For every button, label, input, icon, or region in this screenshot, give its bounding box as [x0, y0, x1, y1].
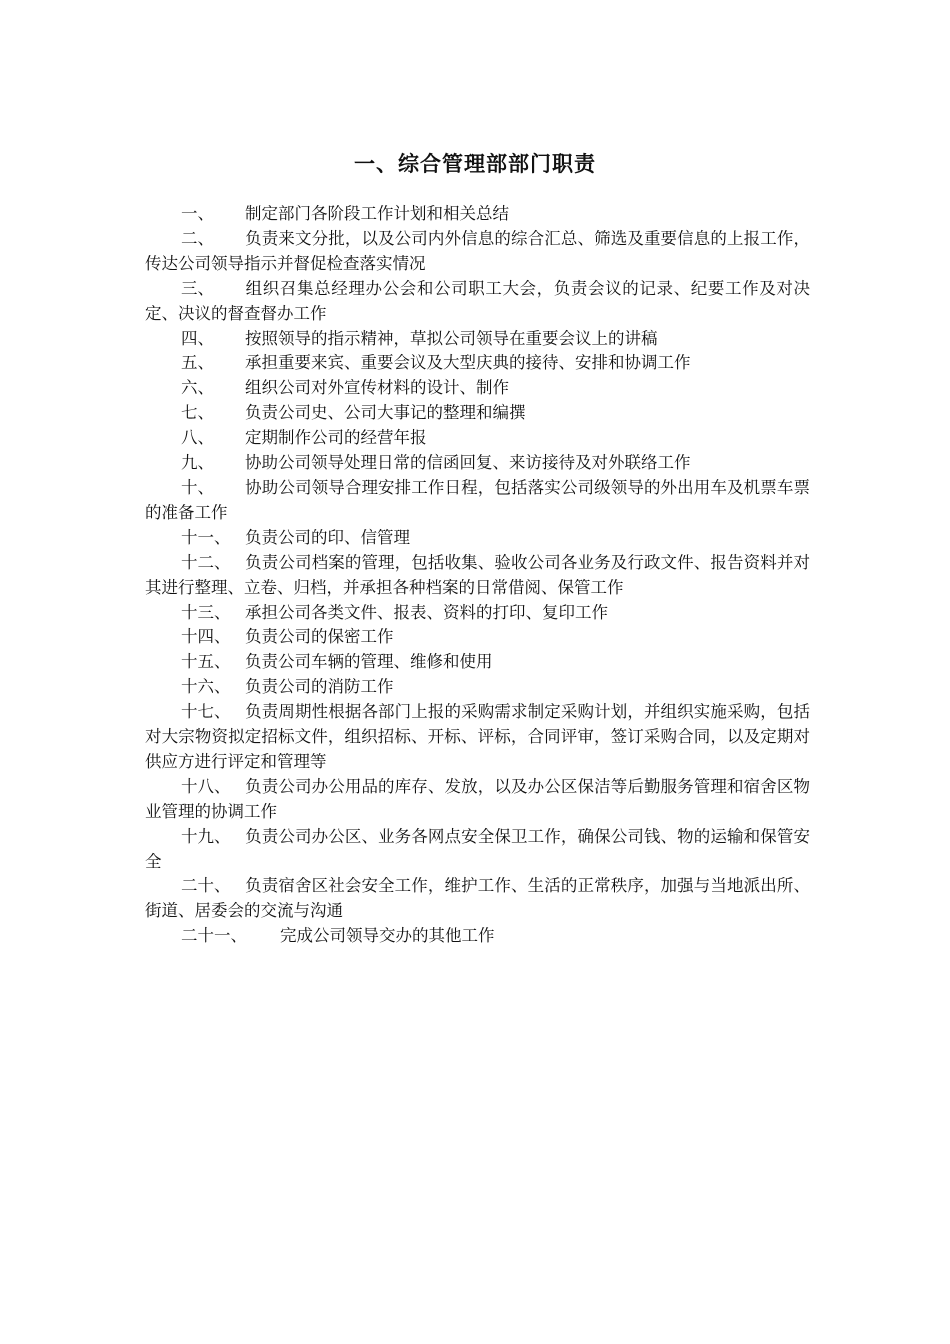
item-text: 协助公司领导处理日常的信函回复、来访接待及对外联络工作 — [245, 453, 691, 473]
item-number: 六、 — [181, 378, 214, 398]
list-item — [145, 874, 810, 924]
item-number: 四、 — [181, 328, 214, 348]
item-number: 二、 — [181, 228, 214, 248]
list-item — [145, 551, 810, 601]
item-number: 十一、 — [181, 527, 231, 547]
item-number: 五、 — [181, 353, 214, 373]
item-number: 十八、 — [181, 776, 231, 796]
list-item — [145, 675, 810, 700]
item-text: 承担重要来宾、重要会议及大型庆典的接待、安排和协调工作 — [245, 353, 691, 373]
item-number: 八、 — [181, 428, 214, 448]
item-text: 负责公司的保密工作 — [245, 627, 394, 647]
item-number: 十七、 — [181, 702, 231, 722]
item-number: 十二、 — [181, 552, 231, 572]
item-number: 九、 — [181, 453, 214, 473]
list-item — [145, 476, 810, 526]
list-item — [145, 700, 810, 775]
item-text: 完成公司领导交办的其他工作 — [280, 926, 495, 946]
item-number: 十五、 — [181, 652, 231, 672]
item-text: 负责公司办公用品的库存、发放，以及办公区保洁等后勤服务管理和宿舍区物业管理的协调工作 — [145, 776, 810, 821]
item-text: 负责公司车辆的管理、维修和使用 — [245, 652, 493, 672]
item-text: 组织公司对外宣传材料的设计、制作 — [245, 378, 509, 398]
item-number: 十、 — [181, 477, 214, 497]
item-text: 按照领导的指示精神，草拟公司领导在重要会议上的讲稿 — [245, 328, 658, 348]
list-item — [145, 376, 810, 401]
item-text: 负责公司办公区、业务各网点安全保卫工作，确保公司钱、物的运输和保管安全 — [145, 826, 810, 871]
list-item — [145, 451, 810, 476]
item-number: 二十、 — [181, 876, 231, 896]
list-item — [145, 277, 810, 327]
duty-list — [145, 202, 810, 949]
list-item — [145, 401, 810, 426]
item-text: 制定部门各阶段工作计划和相关总结 — [245, 204, 509, 223]
list-item — [145, 775, 810, 825]
list-item — [145, 526, 810, 551]
list-item — [145, 601, 810, 626]
list-item — [145, 924, 810, 949]
page-title: 一、综合管理部部门职责 — [354, 151, 596, 176]
item-number: 十六、 — [181, 677, 231, 697]
item-text: 负责宿舍区社会安全工作，维护工作、生活的正常秩序，加强与当地派出所、街道、居委会的交流与沟通 — [145, 876, 810, 921]
item-number: 十四、 — [181, 627, 231, 647]
item-text: 定期制作公司的经营年报 — [245, 428, 427, 448]
item-number: 七、 — [181, 403, 214, 423]
item-number: 二十一、 — [181, 926, 247, 946]
list-item — [145, 625, 810, 650]
item-text: 负责周期性根据各部门上报的采购需求制定采购计划，并组织实施采购，包括对大宗物资拟定招标文件，组织招标、开标、评标，合同评审，签订采购合同，以及定期对供应方进行评定和管理等 — [145, 702, 810, 771]
list-item — [145, 227, 810, 277]
list-item — [145, 351, 810, 376]
item-text: 负责公司的消防工作 — [245, 677, 394, 697]
item-text: 组织召集总经理办公会和公司职工大会，负责会议的记录、纪要工作及对决定、决议的督查督办工作 — [145, 278, 810, 323]
item-text: 协助公司领导合理安排工作日程，包括落实公司级领导的外出用车及机票车票的准备工作 — [145, 477, 810, 522]
item-text: 负责公司史、公司大事记的整理和编撰 — [245, 403, 526, 423]
item-number: 十三、 — [181, 602, 231, 622]
list-item — [145, 202, 810, 227]
item-number: 十九、 — [181, 826, 231, 846]
item-number: 一、 — [181, 204, 214, 223]
list-item — [145, 650, 810, 675]
item-text: 负责来文分批，以及公司内外信息的综合汇总、筛选及重要信息的上报工作，传达公司领导指示并督促检查落实情况 — [145, 228, 810, 273]
item-text: 承担公司各类文件、报表、资料的打印、复印工作 — [245, 602, 608, 622]
list-item — [145, 327, 810, 352]
item-text: 负责公司档案的管理，包括收集、验收公司各业务及行政文件、报告资料并对其进行整理、立卷、归档，并承担各种档案的日常借阅、保管工作 — [145, 552, 810, 597]
list-item — [145, 426, 810, 451]
list-item — [145, 825, 810, 875]
item-number: 三、 — [181, 278, 214, 298]
item-text: 负责公司的印、信管理 — [245, 527, 410, 547]
